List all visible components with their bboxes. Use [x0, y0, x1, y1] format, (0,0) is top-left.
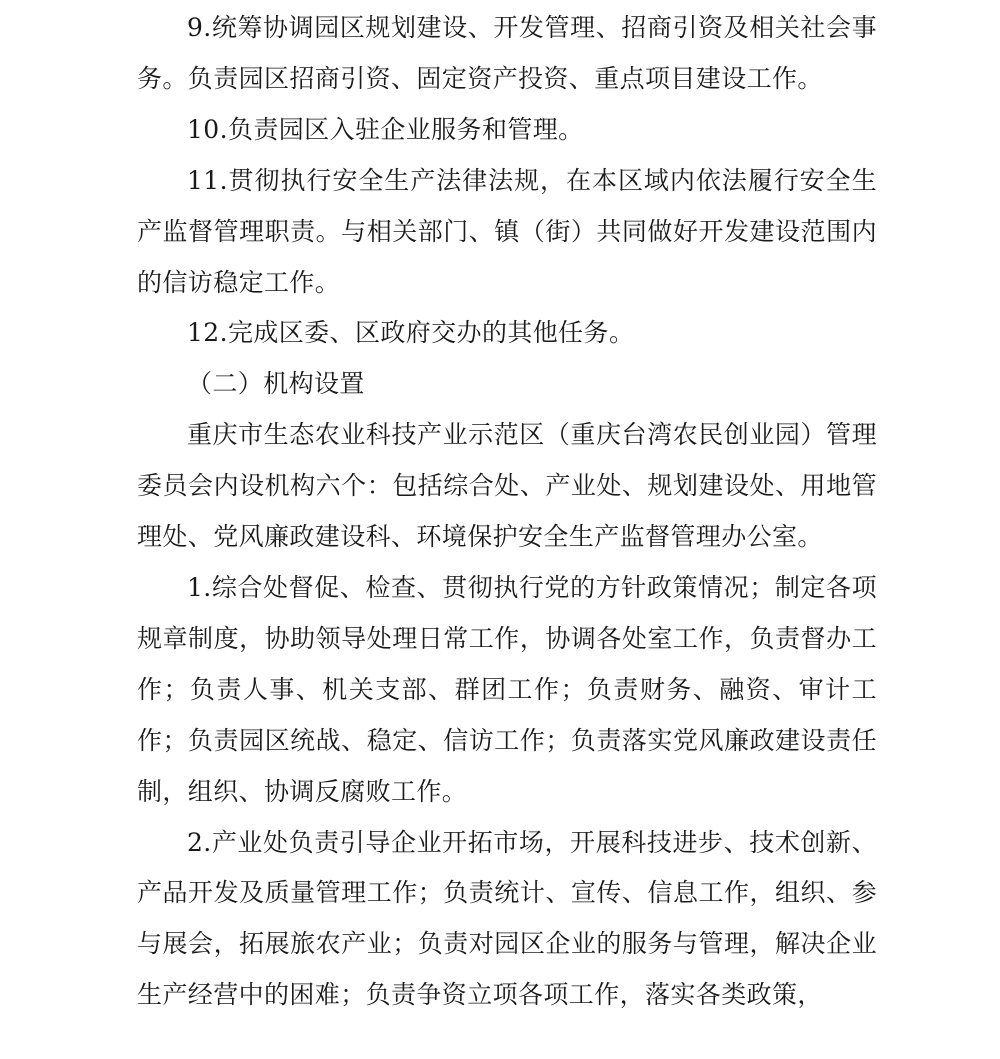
duty-paragraph-9: 9.统筹协调园区规划建设、开发管理、招商引资及相关社会事务。负责园区招商引资、固定资产投资、重点项目建设工作。: [137, 13, 877, 93]
duty-paragraph-11: 11.贯彻执行安全生产法律法规，在本区域内依法履行安全生产监督管理职责。与相关部门、镇（街）共同做好开发建设范围内的信访稳定工作。: [137, 165, 877, 297]
section-heading: （二）机构设置: [187, 369, 365, 399]
duty-paragraph-10: 10.负责园区入驻企业服务和管理。: [187, 114, 584, 144]
office-item-1: 1.综合处督促、检查、贯彻执行党的方针政策情况；制定各项规章制度，协助领导处理日常工作，协调各处室工作，负责督办工作；负责人事、机关支部、群团工作；负责财务、融资、审计工作；负责园区统战、稳定、信访工作；负责落实党风廉政建设责任制，组织、协调反腐败工作。: [137, 572, 877, 806]
document-page: [137, 3, 877, 1021]
office-item-2: 2.产业处负责引导企业开拓市场，开展科技进步、技术创新、产品开发及质量管理工作；负责统计、宣传、信息工作，组织、参与展会，拓展旅农产业；负责对园区企业的服务与管理，解决企业生产经营中的困难；负责争资立项各项工作，落实各类政策，: [137, 827, 877, 1010]
intro-paragraph: 重庆市生态农业科技产业示范区（重庆台湾农民创业园）管理委员会内设机构六个：包括综合处、产业处、规划建设处、用地管理处、党风廉政建设科、环境保护安全生产监督管理办公室。: [137, 420, 877, 552]
duty-paragraph-12: 12.完成区委、区政府交办的其他任务。: [187, 318, 635, 348]
